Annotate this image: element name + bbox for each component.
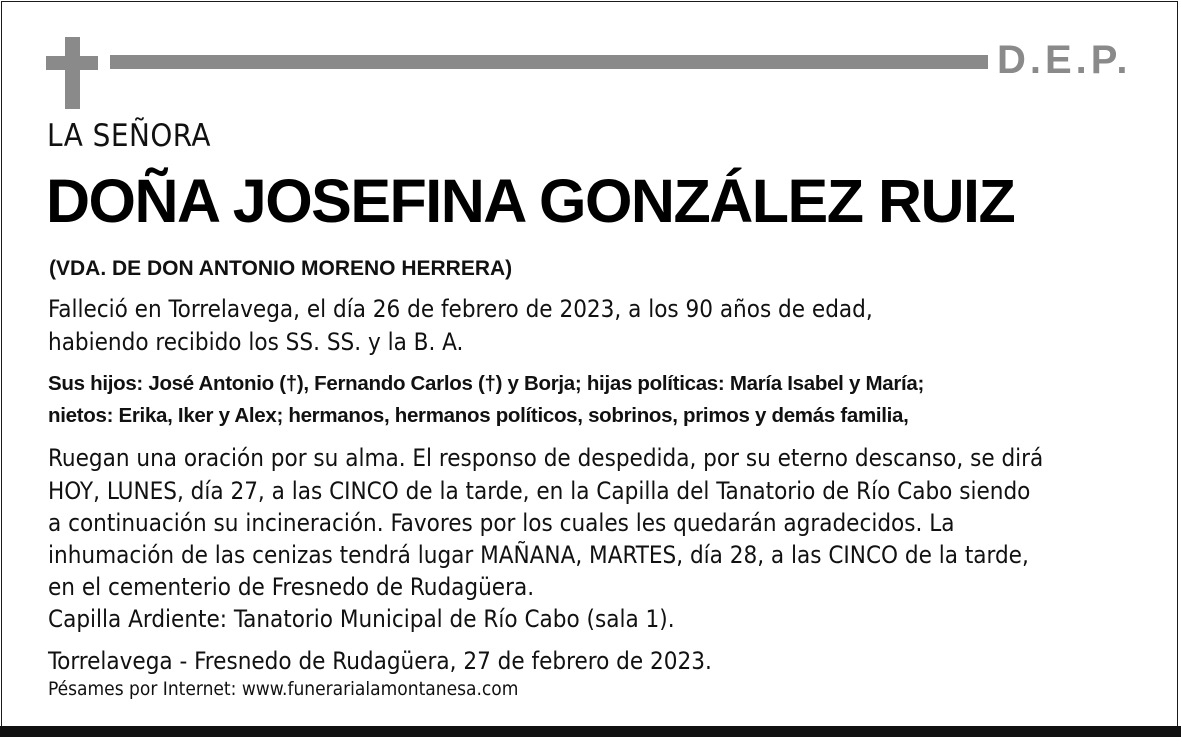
death-line-1: Falleció en Torrelavega, el día 26 de febrero de 2023, a los 90 años de edad,: [48, 295, 873, 323]
header-rule: [110, 55, 988, 69]
bottom-bar: [0, 726, 1181, 737]
place-date-line: Torrelavega - Fresnedo de Rudagüera, 27 de febrero de 2023.: [48, 647, 712, 675]
chapel-line: Capilla Ardiente: Tanatorio Municipal de Río Cabo (sala 1).: [48, 605, 675, 633]
service-line-3: a continuación su incineración. Favores por los cuales les quedarán agradecidos. La: [48, 509, 955, 537]
deceased-name: DOÑA JOSEFINA GONZÁLEZ RUIZ: [46, 167, 1015, 235]
service-line-4: inhumación de las cenizas tendrá lugar MAÑANA, MARTES, día 28, a las CINCO de la tarde,: [48, 541, 1029, 569]
family-line-2: nietos: Erika, Iker y Alex; hermanos, hermanos políticos, sobrinos, primos y demás familia,: [48, 404, 909, 427]
service-line-2: HOY, LUNES, día 27, a las CINCO de la tarde, en la Capilla del Tanatorio de Río Cabo siendo: [48, 477, 1031, 505]
death-line-2: habiendo recibido los SS. SS. y la B. A.: [48, 328, 464, 356]
dep-label: D.E.P.: [997, 38, 1132, 82]
widow-of-line: (VDA. DE DON ANTONIO MORENO HERRERA): [49, 257, 513, 280]
family-line-1: Sus hijos: José Antonio (†), Fernando Carlos (†) y Borja; hijas políticas: María Isabel y María;: [48, 372, 925, 395]
service-line-5: en el cementerio de Fresnedo de Rudagüera.: [48, 573, 535, 601]
title-prefix: LA SEÑORA: [47, 118, 211, 154]
service-line-1: Ruegan una oración por su alma. El responso de despedida, por su eterno descanso, se dirá: [48, 444, 1044, 472]
condolences-line: Pésames por Internet: www.funerarialamontanesa.com: [48, 678, 519, 700]
cross-icon: [46, 37, 98, 109]
